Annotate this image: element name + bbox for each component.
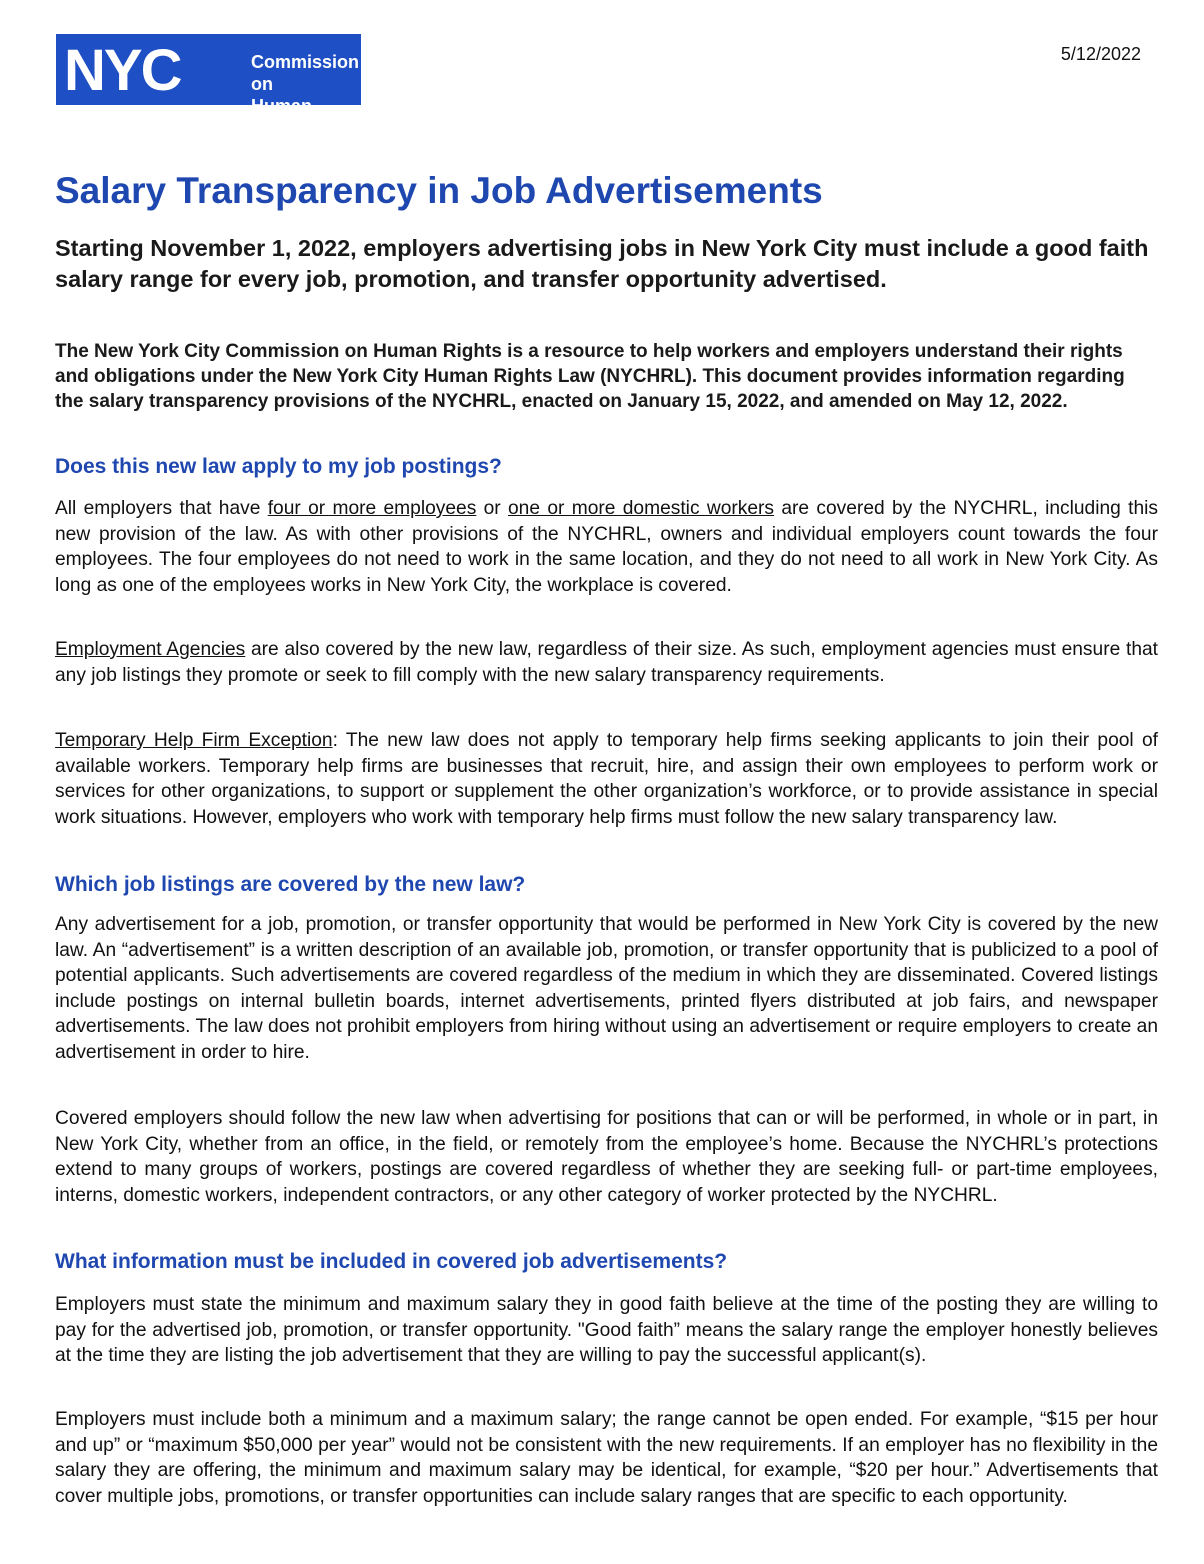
section3-paragraph-1: Employers must state the minimum and maximum salary they in good faith believe at the time of the posting they are willing to pay for the advertised job, promotion, or transfer opportunity. "Good faith” means the salary range the employer honestly believes at the time they are listing the job advertisement that they are willing to pay the successful applicant(s).	[55, 1294, 1158, 1366]
section1-paragraph-1	[55, 496, 1158, 598]
section2-paragraph-2: Covered employers should follow the new law when advertising for positions that can or will be performed, in whole or in part, in New York City, whether from an office, in the field, or remotely from the employee’s home. Because the NYCHRL’s protections extend to many groups of workers, postings are covered regardless of whether they are seeking full- or part-time employees, interns, domestic workers, independent contractors, or any other category of worker protected by the NYCHRL.	[55, 1108, 1158, 1206]
svg-text:NYC: NYC	[64, 44, 181, 98]
section-heading-information: What information must be included in covered job advertisements?	[55, 1250, 728, 1273]
text-run: are also covered by the new law, regardless of their size. As such, employment agencies must ensure that any job listings they promote or seek to fill comply with the new salary transparency requirements.	[55, 639, 1158, 686]
logo-line-2: Human Rights	[251, 96, 313, 138]
text-run: All employers that have	[55, 498, 268, 519]
section1-paragraph-3	[55, 728, 1158, 830]
text-run: : The new law does not apply to temporary help firms seeking applicants to join their pool of available workers. Temporary help firms are businesses that recruit, hire, and assign their own employees to perform work or services for other organizations, to support or supplement the other organization’s workforce, or to provide assistance in special work situations. However, employers who work with temporary help firms must follow the new salary transparency law.	[55, 730, 1158, 828]
temporary-help-firm-exception-link[interactable]: Temporary Help Firm Exception	[55, 730, 333, 751]
domestic-workers-link[interactable]: one or more domestic workers	[508, 498, 775, 519]
four-or-more-employees-link[interactable]: four or more employees	[267, 498, 477, 519]
logo-line-1: Commission on	[251, 52, 360, 94]
logo-label	[251, 51, 361, 139]
nyc-wordmark-logo	[64, 44, 240, 98]
section2-paragraph-1: Any advertisement for a job, promotion, or transfer opportunity that would be performed in New York City is covered by the new law. An “advertisement” is a written description of an available job, promotion, or transfer opportunity that is publicized to a pool of potential applicants. Such advertisements are covered regardless of the medium in which they are disseminated. Covered listings include postings on internal bulletin boards, internet advertisements, printed flyers distributed at job fairs, and newspaper advertisements. The law does not prohibit employers from hiring without using an advertisement or require employers to create an advertisement in order to hire.	[55, 914, 1158, 1063]
section3-paragraph-2: Employers must include both a minimum and a maximum salary; the range cannot be open ended. For example, “$15 per hour and up” or “maximum $50,000 per year” would not be consistent with the new requirements. If an employer has no flexibility in the salary they are offering, the minimum and maximum salary may be identical, for example, “$20 per hour.” Advertisements that cover multiple jobs, promotions, or transfer opportunities can include salary ranges that are specific to each opportunity.	[55, 1409, 1158, 1507]
document-date: 5/12/2022	[1060, 44, 1141, 64]
section1-paragraph-2	[55, 637, 1158, 688]
section-heading-apply: Does this new law apply to my job postings?	[55, 455, 502, 478]
employment-agencies-link[interactable]: Employment Agencies	[55, 639, 246, 660]
page-title: Salary Transparency in Job Advertisements	[55, 170, 823, 211]
section-heading-listings: Which job listings are covered by the new law?	[55, 873, 526, 896]
text-run: are covered by the NYCHRL, including this new provision of the law. As with other provisions of the NYCHRL, owners and individual employers count towards the four employees. The four employees do not need to work in the same location, and they do not need to all work in New York City. As long as one of the employees works in New York City, the workplace is covered.	[55, 498, 1159, 596]
intro-paragraph: The New York City Commission on Human Rights is a resource to help workers and employers understand their rights and obligations under the New York City Human Rights Law (NYCHRL). This document provides information regarding the salary transparency provisions of the NYCHRL, enacted on January 15, 2022, and amended on May 12, 2022.	[55, 341, 1125, 412]
nyc-commission-logo	[56, 34, 361, 138]
lead-statement: Starting November 1, 2022, employers advertising jobs in New York City must include a good faith salary range for every job, promotion, and transfer opportunity advertised.	[55, 235, 1149, 292]
text-run: or	[476, 498, 509, 519]
